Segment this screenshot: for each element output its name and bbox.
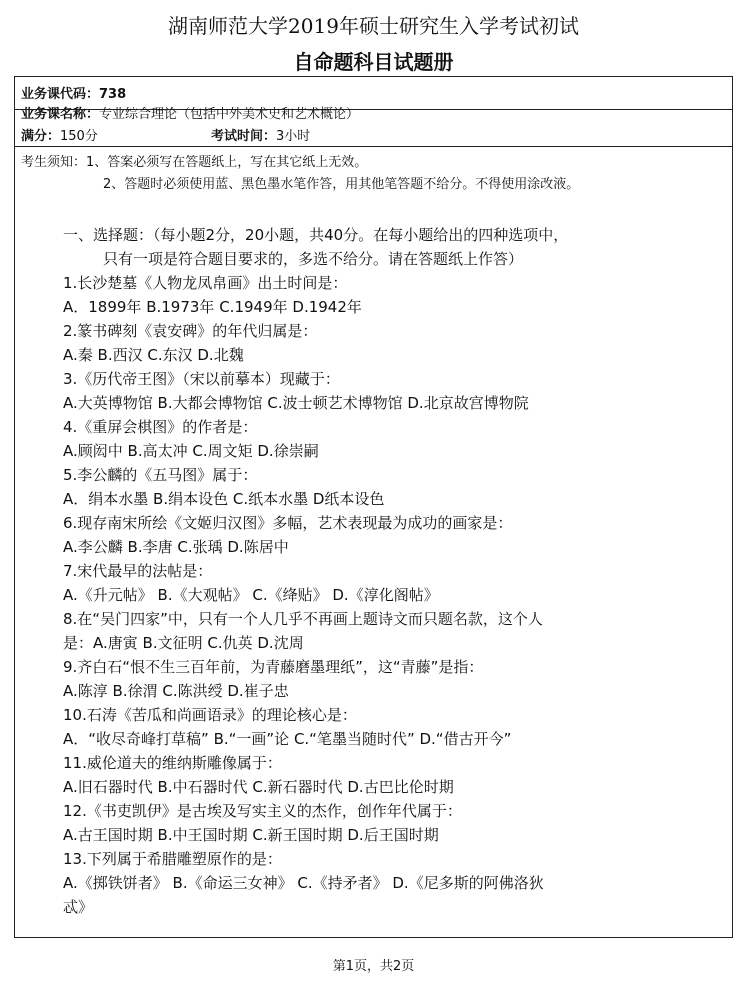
question-12: 12.《书吏凯伊》是古埃及写实主义的杰作，创作年代属于： [63,802,462,820]
exam-title: 湖南师范大学2019年硕士研究生入学考试初试 [168,14,579,38]
options-8: 是：A.唐寅 B.文征明 C.仇英 D.沈周 [63,634,304,652]
question-13: 13.下列属于希腊雕塑原作的是： [63,850,282,868]
options-2: A.秦 B.西汉 C.东汉 D.北魏 [63,346,244,364]
options-7: A.《升元帖》 B.《大观帖》 C.《绛贴》 D.《淳化阁帖》 [63,586,439,604]
course-name-row [21,103,359,122]
options-9: A.陈淳 B.徐渭 C.陈洪绶 D.崔子忠 [63,682,289,700]
options-1: A．1899年 B.1973年 C.1949年 D.1942年 [63,298,362,316]
notice-line-2 [103,173,579,192]
time-row [211,125,310,144]
question-2: 2.篆书碑刻《袁安碑》的年代归属是： [63,322,318,340]
question-9: 9.齐白石“恨不生三百年前，为青藤磨墨理纸”，这“青藤”是指： [63,658,484,676]
time-value: 3小时 [276,129,311,144]
question-10: 10.石涛《苦瓜和尚画语录》的理论核心是： [63,706,357,724]
question-1: 1.长沙楚墓《人物龙凤帛画》出土时间是： [63,274,348,292]
options-10: A．“收尽奇峰打草稿” B.“一画”论 C.“笔墨当随时代” D.“借古开今” [63,730,512,748]
options-6: A.李公麟 B.李唐 C.张瑀 D.陈居中 [63,538,289,556]
time-label: 考试时间： [211,129,277,144]
question-5: 5.李公麟的《五马图》属于： [63,466,258,484]
notice-item: 2、答题时必须使用蓝、黑色墨水笔作答，用其他笔答题不给分。不得使用涂改液。 [103,177,580,192]
question-3: 3.《历代帝王图》（宋以前摹本）现藏于： [63,370,340,388]
score-row [21,125,98,144]
exam-subtitle: 自命题科目试题册 [293,50,454,74]
notice-item: 1、答案必须写在答题纸上，写在其它纸上无效。 [86,155,368,170]
options-12: A.古王国时期 B.中王国时期 C.新王国时期 D.后王国时期 [63,826,439,844]
course-name-label: 业务课名称： [21,107,100,122]
options-3: A.大英博物馆 B.大都会博物馆 C.波士顿艺术博物馆 D.北京故宫博物院 [63,394,529,412]
options-13-continued: 忒》 [63,898,94,916]
options-13: A.《掷铁饼者》 B.《命运三女神》 C.《持矛者》 D.《尼多斯的阿佛洛狄 [63,874,544,892]
section-note: 只有一项是符合题目要求的，多选不给分。请在答题纸上作答） [103,250,524,268]
course-name-value: 专业综合理论（包括中外美术史和艺术概论） [99,107,360,122]
page-number: 第1页，共2页 [332,959,415,974]
question-8: 8.在“吴门四家”中，只有一个人几乎不再画上题诗文而只题名款，这个人 [63,610,543,628]
notice-label: 考生须知： [21,155,87,170]
course-code-label: 业务课代码： [21,87,100,102]
course-code-row [21,83,126,102]
question-7: 7.宋代最早的法帖是： [63,562,213,580]
options-5: A．绢本水墨 B.绢本设色 C.纸本水墨 D纸本设色 [63,490,385,508]
divider [15,146,732,147]
options-11: A.旧石器时代 B.中石器时代 C.新石器时代 D.古巴比伦时期 [63,778,454,796]
section-heading: 一、选择题：（每小题2分，20小题，共40分。在每小题给出的四种选项中， [63,226,569,244]
score-label: 满分： [21,129,61,144]
question-4: 4.《重屏会棋图》的作者是： [63,418,258,436]
options-4: A.顾闳中 B.高太冲 C.周文矩 D.徐崇嗣 [63,442,319,460]
question-11: 11.威伦道夫的维纳斯雕像属于： [63,754,282,772]
notice-line-1 [21,151,367,170]
question-6: 6.现存南宋所绘《文姬归汉图》多幅，艺术表现最为成功的画家是： [63,514,513,532]
course-code-value: 738 [99,87,127,102]
score-value: 150分 [60,129,98,144]
